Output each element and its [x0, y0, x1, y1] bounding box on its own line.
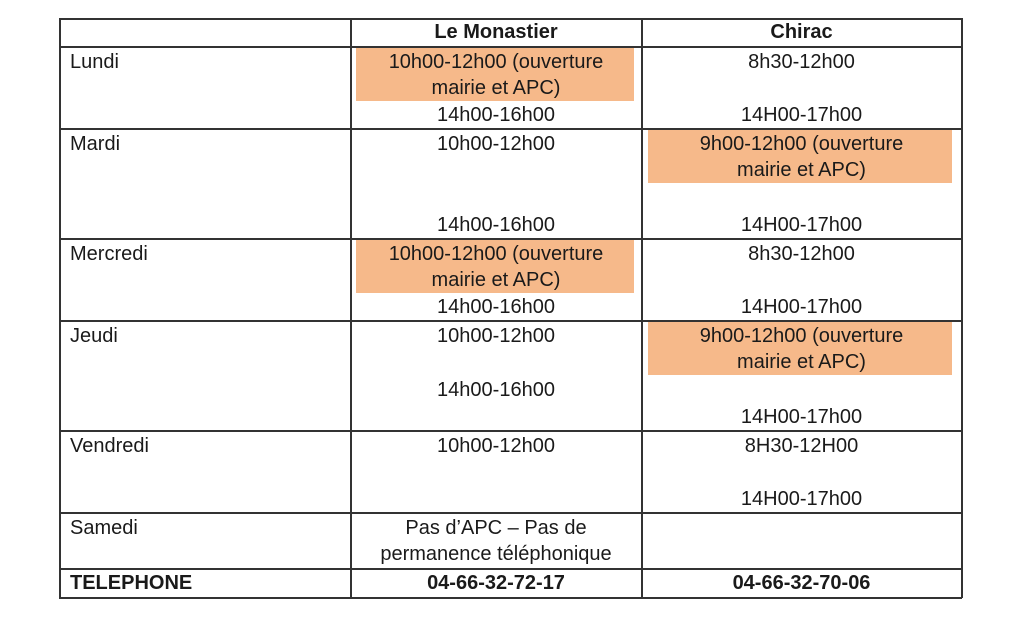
samedi-monastier-line2: permanence téléphonique: [380, 543, 612, 565]
jeudi-chirac-morning-line2: mairie et APC): [737, 351, 866, 373]
vendredi-monastier-morning: 10h00-12h00: [437, 435, 555, 457]
header-le-monastier: Le Monastier: [434, 21, 558, 43]
mardi-monastier-afternoon: 14h00-16h00: [437, 214, 555, 236]
samedi-monastier-line1: Pas d’APC – Pas de: [405, 517, 587, 539]
day-jeudi: Jeudi: [70, 325, 118, 347]
row-line-vendredi: [59, 512, 962, 514]
lundi-monastier-morning-line2: mairie et APC): [431, 77, 561, 99]
row-line-jeudi: [59, 430, 962, 432]
row-line-header: [59, 46, 962, 48]
table-border-bottom: [59, 597, 962, 599]
telephone-label: TELEPHONE: [70, 572, 193, 594]
mardi-monastier-morning: 10h00-12h00: [437, 133, 555, 155]
jeudi-chirac-morning-line1: 9h00-12h00 (ouverture: [699, 325, 904, 347]
row-line-mercredi: [59, 320, 962, 322]
vendredi-chirac-morning: 8H30-12H00: [744, 435, 859, 457]
lundi-chirac-morning: 8h30-12h00: [748, 51, 855, 73]
lundi-chirac-afternoon: 14H00-17h00: [740, 104, 863, 126]
telephone-le-monastier: 04-66-32-72-17: [427, 572, 565, 594]
vendredi-chirac-afternoon: 14H00-17h00: [740, 488, 863, 510]
mercredi-monastier-afternoon: 14h00-16h00: [437, 296, 555, 318]
row-line-lundi: [59, 128, 962, 130]
lundi-monastier-afternoon: 14h00-16h00: [437, 104, 555, 126]
telephone-chirac: 04-66-32-70-06: [732, 572, 871, 594]
jeudi-monastier-morning: 10h00-12h00: [437, 325, 555, 347]
lundi-monastier-morning-line1: 10h00-12h00 (ouverture: [388, 51, 604, 73]
row-line-mardi: [59, 238, 962, 240]
jeudi-monastier-afternoon: 14h00-16h00: [437, 379, 555, 401]
mardi-chirac-morning-line1: 9h00-12h00 (ouverture: [699, 133, 904, 155]
mardi-chirac-afternoon: 14H00-17h00: [740, 214, 863, 236]
table-border-right: [961, 18, 963, 598]
mercredi-monastier-morning-line1: 10h00-12h00 (ouverture: [388, 243, 604, 265]
jeudi-chirac-afternoon: 14H00-17h00: [740, 406, 863, 428]
day-lundi: Lundi: [70, 51, 119, 73]
table-border-left: [59, 18, 61, 598]
day-mercredi: Mercredi: [70, 243, 148, 265]
day-vendredi: Vendredi: [70, 435, 149, 457]
day-samedi: Samedi: [70, 517, 138, 539]
mercredi-monastier-morning-line2: mairie et APC): [431, 269, 561, 291]
header-chirac: Chirac: [770, 21, 833, 43]
mercredi-chirac-afternoon: 14H00-17h00: [740, 296, 863, 318]
day-mardi: Mardi: [70, 133, 121, 155]
mardi-chirac-morning-line2: mairie et APC): [737, 159, 866, 181]
mercredi-chirac-morning: 8h30-12h00: [748, 243, 855, 265]
